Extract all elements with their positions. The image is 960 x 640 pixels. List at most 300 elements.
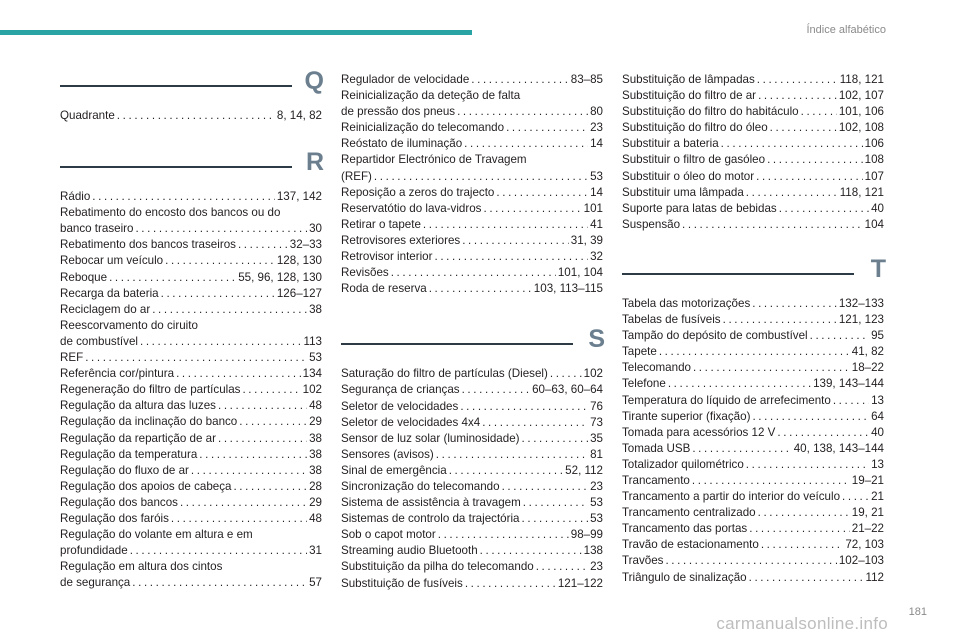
index-entry-row bbox=[341, 559, 603, 575]
dot-leader bbox=[842, 489, 869, 505]
index-entry-text: Regulação dos apoios de cabeça bbox=[60, 479, 232, 493]
index-entry bbox=[341, 185, 603, 201]
dot-leader bbox=[523, 495, 588, 511]
index-entry-row bbox=[341, 382, 603, 398]
index-entry-pages: 126–127 bbox=[276, 286, 322, 300]
index-entry-text: Regeneração do filtro de partículas bbox=[60, 383, 241, 397]
index-list-t bbox=[622, 296, 884, 586]
index-entry bbox=[622, 489, 884, 505]
index-entry-pages: 121–122 bbox=[557, 576, 603, 590]
dot-leader bbox=[191, 463, 307, 479]
index-entry-text: Triângulo de sinalização bbox=[622, 570, 747, 584]
index-entry bbox=[622, 169, 884, 185]
dot-leader bbox=[693, 360, 850, 376]
dot-leader bbox=[180, 495, 307, 511]
index-entry-text: Sincronização do telecomando bbox=[341, 479, 500, 493]
section-letter: Q bbox=[304, 67, 324, 95]
index-entry-pages: 40 bbox=[871, 425, 884, 439]
index-entry-row bbox=[622, 553, 884, 569]
header-accent-bar bbox=[0, 30, 472, 35]
index-entry-row bbox=[622, 169, 884, 185]
index-entry-pages: 55, 96, 128, 130 bbox=[238, 270, 322, 284]
dot-leader bbox=[756, 169, 863, 185]
dot-leader bbox=[758, 505, 850, 521]
index-entry-pages: 38 bbox=[309, 463, 322, 477]
dot-leader bbox=[682, 217, 863, 233]
index-entry-pages: 38 bbox=[309, 431, 322, 445]
dot-leader bbox=[374, 169, 588, 185]
index-list-s bbox=[341, 366, 603, 591]
index-entry bbox=[622, 521, 884, 537]
index-entry-row bbox=[622, 457, 884, 473]
index-entry-pages: 23 bbox=[590, 560, 603, 574]
index-entry-pages: 29 bbox=[309, 495, 322, 509]
index-entry bbox=[341, 511, 603, 527]
index-entry-text: Sensores (avisos) bbox=[341, 447, 434, 461]
index-entry bbox=[622, 505, 884, 521]
dot-leader bbox=[761, 537, 843, 553]
index-entry bbox=[60, 447, 322, 463]
index-entry bbox=[622, 72, 884, 88]
index-entry-row bbox=[622, 120, 884, 136]
index-entry-text: Sistemas de controlo da trajectória bbox=[341, 512, 520, 526]
index-entry-pages: 107 bbox=[864, 169, 884, 183]
index-entry-text: Segurança de crianças bbox=[341, 383, 460, 397]
dot-leader bbox=[135, 221, 307, 237]
index-entry bbox=[341, 136, 603, 152]
dot-leader bbox=[199, 447, 307, 463]
index-entry bbox=[622, 120, 884, 136]
index-entry-text: profundidade bbox=[60, 544, 128, 558]
dot-leader bbox=[833, 393, 869, 409]
index-entry bbox=[60, 479, 322, 495]
index-entry-row bbox=[622, 185, 884, 201]
index-entry-text: Trancamento bbox=[622, 473, 690, 487]
index-entry-pages: 31, 39 bbox=[570, 233, 603, 247]
index-entry-text: Tirante superior (fixação) bbox=[622, 409, 751, 423]
index-entry bbox=[60, 366, 322, 382]
dot-leader bbox=[779, 201, 869, 217]
index-entry-text: de combustível bbox=[60, 334, 138, 348]
index-entry-row bbox=[622, 441, 884, 457]
section-rule bbox=[60, 85, 292, 87]
index-entry-pages: 104 bbox=[864, 217, 884, 231]
index-entry-pages: 23 bbox=[590, 121, 603, 135]
index-entry-row bbox=[622, 312, 884, 328]
index-entry-pages: 72, 103 bbox=[845, 538, 884, 552]
index-entry-text: Rebocar um veículo bbox=[60, 254, 164, 268]
index-entry-row bbox=[341, 201, 603, 217]
dot-leader bbox=[506, 120, 588, 136]
index-entry-text: Suporte para latas de bebidas bbox=[622, 201, 777, 215]
index-entry-pages: 52, 112 bbox=[565, 463, 603, 477]
dot-leader bbox=[496, 185, 588, 201]
index-entry-pages: 138 bbox=[583, 544, 603, 558]
index-entry-pages: 98–99 bbox=[570, 528, 603, 542]
index-entry bbox=[622, 473, 884, 489]
index-entry-text: Telefone bbox=[622, 377, 666, 391]
dot-leader bbox=[659, 344, 850, 360]
index-entry-row bbox=[622, 360, 884, 376]
index-entry bbox=[60, 302, 322, 318]
index-entry bbox=[622, 296, 884, 312]
index-entry-text: Reboque bbox=[60, 270, 108, 284]
index-entry bbox=[622, 185, 884, 201]
index-entry-pages: 118, 121 bbox=[839, 185, 884, 199]
index-entry-row bbox=[60, 237, 322, 253]
index-entry-row bbox=[60, 463, 322, 479]
index-entry-row bbox=[341, 543, 603, 559]
index-entry-text: Telecomando bbox=[622, 361, 691, 375]
index-entry-text: Totalizador quilométrico bbox=[622, 457, 744, 471]
index-entry-pages: 57 bbox=[309, 576, 322, 590]
index-entry-row bbox=[341, 463, 603, 479]
index-entry bbox=[341, 543, 603, 559]
index-entry-text: Substituir a bateria bbox=[622, 137, 719, 151]
index-entry bbox=[341, 249, 603, 265]
index-entry bbox=[622, 537, 884, 553]
index-entry-text-line1: Reinicialização da deteção de falta bbox=[341, 89, 521, 103]
dot-leader bbox=[140, 334, 302, 350]
index-entry-text: Regulação da altura das luzes bbox=[60, 399, 216, 413]
index-entry bbox=[341, 431, 603, 447]
index-entry-row bbox=[60, 495, 322, 511]
index-entry-text: Substituir o óleo do motor bbox=[622, 169, 755, 183]
index-entry bbox=[622, 441, 884, 457]
index-entry-row bbox=[622, 393, 884, 409]
dot-leader bbox=[429, 281, 532, 297]
index-entry-row bbox=[622, 104, 884, 120]
index-entry-row bbox=[341, 217, 603, 233]
index-entry-text: Referência cor/pintura bbox=[60, 367, 175, 381]
index-entry-text: Tampão do depósito de combustível bbox=[622, 329, 808, 343]
index-entry-pages: 102 bbox=[302, 383, 322, 397]
index-entry-text: Substituição da pilha do telecomando bbox=[341, 560, 534, 574]
index-entry-text-line1: Repartidor Electrónico de Travagem bbox=[341, 153, 527, 167]
index-entry-text: Seletor de velocidades 4x4 bbox=[341, 415, 481, 429]
index-entry-row bbox=[341, 169, 603, 185]
index-entry-text: Tomada USB bbox=[622, 441, 691, 455]
index-entry-row bbox=[60, 398, 322, 414]
dot-leader bbox=[462, 233, 569, 249]
index-entry-text: Trancamento a partir do interior do veículo bbox=[622, 490, 841, 504]
index-entry-text-line1: Reescorvamento do ciruito bbox=[60, 318, 198, 332]
index-entry-row bbox=[341, 233, 603, 249]
dot-leader bbox=[801, 104, 837, 120]
section-letter: R bbox=[305, 148, 324, 177]
page-header-title: Índice alfabético bbox=[806, 24, 886, 36]
index-entry-pages: 53 bbox=[590, 169, 603, 183]
index-entry-pages: 38 bbox=[309, 302, 322, 316]
index-entry-pages: 137, 142 bbox=[276, 190, 322, 204]
index-entry bbox=[622, 201, 884, 217]
index-entry-text: Substituição de fusíveis bbox=[341, 576, 463, 590]
index-entry-row bbox=[622, 296, 884, 312]
dot-leader bbox=[218, 398, 307, 414]
index-entry bbox=[622, 360, 884, 376]
index-entry bbox=[60, 350, 322, 366]
index-entry-pages: 38 bbox=[309, 447, 322, 461]
index-entry-text: Sinal de emergência bbox=[341, 463, 447, 477]
index-entry-row bbox=[60, 253, 322, 269]
index-entry-text: Substituir o filtro de gasóleo bbox=[622, 153, 766, 167]
index-entry bbox=[622, 312, 884, 328]
index-entry-text: banco traseiro bbox=[60, 222, 134, 236]
index-entry-row bbox=[341, 447, 603, 463]
index-entry-pages: 21 bbox=[871, 490, 884, 504]
index-list-q bbox=[60, 108, 322, 124]
index-entry-pages: 40, 138, 143–144 bbox=[793, 441, 884, 455]
index-entry-pages: 32–33 bbox=[289, 238, 322, 252]
index-entry-pages: 106 bbox=[864, 137, 884, 151]
index-entry-text: Regulação dos faróis bbox=[60, 511, 169, 525]
dot-leader bbox=[749, 521, 850, 537]
dot-leader bbox=[746, 185, 838, 201]
index-entry bbox=[60, 463, 322, 479]
dot-leader bbox=[457, 104, 588, 120]
index-entry-row bbox=[60, 447, 322, 463]
index-entry-pages: 8, 14, 82 bbox=[276, 109, 322, 122]
index-entry bbox=[622, 88, 884, 104]
index-entry-row bbox=[60, 221, 322, 237]
index-entry-pages: 28 bbox=[309, 479, 322, 493]
index-entry-row bbox=[60, 414, 322, 430]
dot-leader bbox=[460, 399, 588, 415]
dot-leader bbox=[482, 415, 588, 431]
dot-leader bbox=[483, 201, 581, 217]
dot-leader bbox=[721, 136, 863, 152]
index-entry-text: Recarga da bateria bbox=[60, 286, 159, 300]
index-entry-row bbox=[622, 537, 884, 553]
index-entry-pages: 128, 130 bbox=[276, 254, 322, 268]
dot-leader bbox=[752, 409, 869, 425]
index-entry-text: Reservatótio do lava-vidros bbox=[341, 201, 482, 215]
index-entry bbox=[60, 286, 322, 302]
index-entry bbox=[60, 511, 322, 527]
index-entry bbox=[622, 393, 884, 409]
dot-leader bbox=[465, 576, 556, 592]
index-entry-text: Revisões bbox=[341, 266, 389, 280]
index-entry-row bbox=[622, 328, 884, 344]
index-entry-row bbox=[60, 189, 322, 205]
index-entry-row bbox=[60, 334, 322, 350]
index-entry bbox=[622, 104, 884, 120]
index-entry-pages: 113 bbox=[303, 334, 322, 348]
index-entry bbox=[341, 217, 603, 233]
index-entry bbox=[341, 399, 603, 415]
index-entry-pages: 31 bbox=[309, 544, 322, 558]
index-entry-row bbox=[60, 382, 322, 398]
index-entry bbox=[341, 233, 603, 249]
index-entry bbox=[60, 527, 322, 559]
index-entry bbox=[341, 201, 603, 217]
index-entry-text: Retrovisor interior bbox=[341, 250, 433, 264]
index-entry-text: Substituição do filtro de ar bbox=[622, 89, 757, 103]
dot-leader bbox=[391, 265, 556, 281]
section-header-s bbox=[341, 325, 605, 361]
index-entry-text: Travões bbox=[622, 554, 664, 568]
index-entry-text: Tabelas de fusíveis bbox=[622, 313, 721, 327]
index-entry bbox=[60, 237, 322, 253]
index-entry-text: Substituição do filtro do habitáculo bbox=[622, 105, 799, 119]
index-entry-text: Regulador de velocidade bbox=[341, 73, 470, 86]
index-entry-pages: 80 bbox=[590, 105, 603, 119]
index-entry bbox=[60, 382, 322, 398]
index-entry-row bbox=[60, 302, 322, 318]
index-entry-text: Trancamento centralizado bbox=[622, 506, 756, 520]
index-entry-text: Sob o capot motor bbox=[341, 528, 436, 542]
index-entry-row bbox=[60, 511, 322, 527]
index-list-s-continued bbox=[622, 72, 884, 233]
dot-leader bbox=[238, 237, 288, 253]
index-entry bbox=[341, 463, 603, 479]
index-entry bbox=[622, 425, 884, 441]
index-entry-text: Travão de estacionamento bbox=[622, 538, 759, 552]
index-entry-pages: 30 bbox=[309, 222, 322, 236]
index-entry bbox=[622, 344, 884, 360]
dot-leader bbox=[161, 286, 275, 302]
index-entry-row bbox=[341, 249, 603, 265]
index-entry-row bbox=[622, 88, 884, 104]
dot-leader bbox=[752, 296, 837, 312]
index-entry bbox=[60, 270, 322, 286]
index-entry-text: Sistema de assistência à travagem bbox=[341, 496, 521, 510]
index-column-1 bbox=[60, 67, 324, 591]
index-entry-pages: 53 bbox=[309, 351, 322, 365]
index-entry-text: Trancamento das portas bbox=[622, 522, 748, 536]
index-entry-pages: 53 bbox=[590, 496, 603, 510]
dot-leader bbox=[85, 350, 307, 366]
index-entry bbox=[60, 253, 322, 269]
dot-leader bbox=[436, 447, 588, 463]
index-entry-row bbox=[341, 265, 603, 281]
section-rule bbox=[60, 166, 292, 168]
dot-leader bbox=[810, 328, 869, 344]
section-header-r bbox=[60, 148, 324, 184]
section-header-q bbox=[60, 67, 324, 103]
index-entry-text: de segurança bbox=[60, 576, 131, 590]
index-entry bbox=[341, 527, 603, 543]
index-entry-text: Regulação dos bancos bbox=[60, 495, 178, 509]
index-entry-text: REF bbox=[60, 351, 84, 365]
index-entry-pages: 23 bbox=[590, 479, 603, 493]
index-entry-text-line1: Rebatimento do encosto dos bancos ou do bbox=[60, 206, 281, 220]
index-entry-row bbox=[60, 479, 322, 495]
index-entry-text: Reóstato de iluminação bbox=[341, 137, 463, 151]
index-entry bbox=[341, 88, 603, 120]
dot-leader bbox=[777, 425, 869, 441]
dot-leader bbox=[770, 120, 837, 136]
index-entry-pages: 13 bbox=[871, 393, 884, 407]
index-entry-text: Tabela das motorizações bbox=[622, 296, 751, 310]
index-entry-text: Regulação da inclinação do banco bbox=[60, 415, 238, 429]
dot-leader bbox=[117, 108, 275, 124]
index-entry-pages: 40 bbox=[871, 201, 884, 215]
index-entry-pages: 102, 108 bbox=[838, 121, 884, 135]
index-entry-pages: 102–103 bbox=[838, 554, 884, 568]
index-entry bbox=[341, 559, 603, 575]
index-entry-pages: 18–22 bbox=[851, 361, 884, 375]
index-entry-text: Retrovisores exteriores bbox=[341, 233, 461, 247]
dot-leader bbox=[233, 479, 307, 495]
index-entry-text: Roda de reserva bbox=[341, 282, 427, 296]
index-entry bbox=[622, 409, 884, 425]
index-entry-row bbox=[341, 479, 603, 495]
index-entry bbox=[60, 559, 322, 591]
section-letter: S bbox=[588, 325, 605, 354]
index-entry-row bbox=[622, 344, 884, 360]
index-entry-row bbox=[622, 152, 884, 168]
index-entry-row bbox=[341, 120, 603, 136]
index-entry-text: Streaming audio Bluetooth bbox=[341, 544, 478, 558]
index-entry-row bbox=[341, 366, 603, 382]
index-entry-pages: 60–63, 60–64 bbox=[532, 383, 603, 397]
index-entry bbox=[622, 457, 884, 473]
dot-leader bbox=[550, 366, 582, 382]
index-entry bbox=[341, 152, 603, 184]
index-entry-pages: 35 bbox=[590, 431, 603, 445]
index-entry bbox=[341, 120, 603, 136]
index-entry bbox=[341, 382, 603, 398]
index-entry-row bbox=[622, 217, 884, 233]
dot-leader bbox=[665, 553, 836, 569]
index-entry-row bbox=[60, 286, 322, 302]
index-entry-text: Saturação do filtro de partículas (Diesel) bbox=[341, 367, 548, 381]
section-header-t bbox=[622, 254, 886, 291]
index-entry-row bbox=[341, 185, 603, 201]
dot-leader bbox=[152, 302, 307, 318]
index-entry-text: Reciclagem do ar bbox=[60, 302, 151, 316]
index-entry-pages: 112 bbox=[865, 570, 884, 584]
index-entry-pages: 48 bbox=[309, 399, 322, 413]
index-entry-row bbox=[622, 72, 884, 88]
index-entry-pages: 64 bbox=[871, 409, 884, 423]
index-entry-pages: 101, 106 bbox=[838, 105, 884, 119]
index-entry bbox=[622, 553, 884, 569]
index-entry-pages: 101 bbox=[583, 201, 603, 215]
index-entry bbox=[622, 376, 884, 392]
dot-leader bbox=[92, 189, 275, 205]
dot-leader bbox=[757, 72, 838, 88]
index-entry bbox=[60, 318, 322, 350]
index-entry-text: Reposição a zeros do trajecto bbox=[341, 185, 495, 199]
index-entry-row bbox=[622, 409, 884, 425]
dot-leader bbox=[130, 543, 307, 559]
index-entry-pages: 29 bbox=[309, 415, 322, 429]
index-entry-pages: 14 bbox=[590, 185, 603, 199]
index-entry-row bbox=[341, 576, 603, 592]
index-entry-pages: 101, 104 bbox=[557, 266, 603, 280]
index-entry-row bbox=[341, 104, 603, 120]
index-entry-row bbox=[60, 366, 322, 382]
index-entry-pages: 76 bbox=[590, 399, 603, 413]
index-entry-row bbox=[341, 136, 603, 152]
dot-leader bbox=[435, 249, 589, 265]
dot-leader bbox=[109, 270, 236, 286]
index-entry-text: Rebatimento dos bancos traseiros bbox=[60, 238, 236, 252]
index-entry-text: Suspensão bbox=[622, 217, 681, 231]
dot-leader bbox=[242, 382, 300, 398]
index-entry-pages: 103, 113–115 bbox=[533, 282, 603, 296]
index-entry-text: Seletor de velocidades bbox=[341, 399, 459, 413]
index-entry bbox=[622, 217, 884, 233]
index-entry-text: Reinicialização do telecomando bbox=[341, 121, 505, 135]
index-entry-text: Tomada para acessórios 12 V bbox=[622, 425, 776, 439]
dot-leader bbox=[165, 253, 275, 269]
index-entry bbox=[341, 281, 603, 297]
index-entry-row bbox=[60, 350, 322, 366]
dot-leader bbox=[480, 543, 582, 559]
